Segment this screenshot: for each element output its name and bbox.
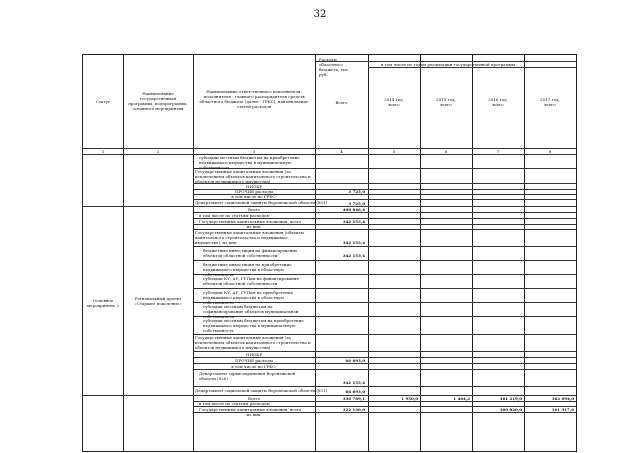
row-label: ПРОЧИЕ расходы: [235, 189, 273, 194]
row-label: Департамент социальной защиты Воронежской области (851): [195, 388, 328, 393]
row-label: Департамент социальной защиты Воронежской области (851): [195, 200, 328, 205]
row-label: субсидии местным бюджетам на приобретение недвижимого имущества в муниципальную собственность: [199, 155, 300, 170]
row-label: субсидии КУ, АУ, ГУПам на финансирование объектов областной собственности: [203, 276, 299, 286]
column-number: 8: [548, 149, 552, 154]
header-executor: Наименование ответственного исполнителя, исполнителя - главного распорядителя средств областного бюджета (далее - ГРБС), наименование статей расходов: [199, 89, 309, 109]
cell-value: 1 950,0: [401, 396, 418, 401]
row-rule: [193, 288, 576, 289]
row-label: субсидии местным бюджетам на софинансирование объектов муниципальной собственности: [203, 304, 299, 319]
row-rule: [193, 369, 576, 370]
row-label: Всего: [247, 207, 261, 212]
header-budget-group: Расходы областного бюджета, тыс. руб.: [319, 57, 350, 77]
row-label: бюджетные инвестиции на финансирование объектов областной собственности: [203, 248, 298, 258]
cell-value: 342 153,4: [342, 219, 365, 224]
column-numbers-rule: [83, 154, 576, 155]
header-rule: [368, 67, 576, 68]
header-year-2014: 2014 год, всего: [384, 97, 404, 107]
cell-value: 342 153,4: [342, 380, 365, 385]
header-year-2016: 2016 год, всего: [488, 97, 508, 107]
program-senior-generation: Региональный проект «Старшее поколение»: [134, 296, 182, 306]
column-divider: [524, 55, 525, 451]
cell-value: 162 094,0: [551, 396, 574, 401]
row-label: в том числе по статьям расходов:: [199, 213, 271, 218]
row-label: Государственные капитальные вложения, всего: [199, 407, 302, 412]
row-label: из них:: [246, 412, 262, 417]
cell-value: 1 464,2: [453, 396, 470, 401]
row-label: НИОКР: [245, 184, 263, 189]
column-number: 2: [156, 149, 160, 154]
cell-value: 66 693,0: [345, 358, 365, 363]
row-label: Государственные капитальные вложения (за исключением объектов капитального строительства и объектов недвижимого имущества): [195, 335, 311, 350]
cell-value: 322 130,0: [342, 407, 365, 412]
header-year-2017: 2017 год, всего: [540, 97, 560, 107]
row-label: бюджетные инвестиции на приобретение недвижимого имущества в областную собственность: [203, 262, 292, 277]
column-divider: [420, 55, 421, 451]
header-status: Статус: [95, 99, 111, 104]
cell-value: 161 317,6: [551, 407, 574, 412]
row-label: Государственные капитальные вложения (объекты капитального строительства и недвижимое имущество), из них:: [195, 230, 304, 245]
budget-table: [82, 54, 577, 452]
row-label: в том числе по статьям расходов:: [199, 401, 271, 406]
cell-value: 336 789,1: [342, 396, 365, 401]
status-main-event-3: Основное мероприятие 3: [87, 298, 119, 308]
cell-value: 161 219,0: [499, 396, 522, 401]
row-label: Всего: [247, 396, 261, 401]
column-number: 1: [101, 149, 105, 154]
column-divider: [472, 55, 473, 451]
column-number: 6: [444, 149, 448, 154]
column-number: 5: [392, 149, 396, 154]
cell-value: 342 153,4: [342, 240, 365, 245]
header-subgroup: в том числе по годам реализации государственной программы: [381, 62, 515, 67]
column-divider: [193, 55, 194, 451]
header-year-2015: 2015 год, всего: [436, 97, 456, 107]
cell-value: 3 725,0: [348, 189, 365, 194]
row-label: из них:: [246, 224, 262, 229]
page-number: 32: [313, 9, 327, 20]
header-program: Наименование государственной программы, подпрограммы, основного мероприятия: [128, 91, 188, 111]
row-label: Государственные капитальные вложения (за исключением объектов капитального строительства и объектов недвижимого имущества): [195, 169, 311, 184]
header-total: Всего: [335, 100, 348, 105]
row-label: Государственные капитальные вложения, всего: [199, 219, 302, 224]
column-number: 4: [340, 149, 343, 154]
row-label: субсидии КУ, АУ, ГУПам на приобретение недвижимого имущества в областную собственность: [203, 290, 293, 305]
cell-value: 408 846,4: [342, 207, 365, 212]
column-divider: [368, 55, 369, 451]
column-number: 3: [252, 149, 256, 154]
row-rule: [193, 386, 576, 387]
row-label: НИОКР: [245, 352, 263, 357]
column-divider: [123, 55, 124, 451]
cell-value: 160 820,0: [499, 407, 522, 412]
cell-value: 66 693,0: [345, 389, 365, 394]
cell-value: 3 725,0: [348, 201, 365, 206]
cell-value: 342 153,4: [342, 253, 365, 258]
row-label: ПРОЧИЕ расходы: [235, 358, 273, 363]
row-label: в том числе по ГРБС:: [231, 194, 277, 199]
row-rule: [193, 260, 576, 261]
row-label: субсидии местным бюджетам на приобретение недвижимого имущества в муниципальную собственность: [203, 318, 304, 333]
column-number: 7: [496, 149, 500, 154]
row-label: Департамент здравоохранения Воронежской области (826): [199, 371, 296, 381]
row-label: в том числе по ГРБС:: [231, 364, 277, 369]
row-rule: [193, 246, 576, 247]
